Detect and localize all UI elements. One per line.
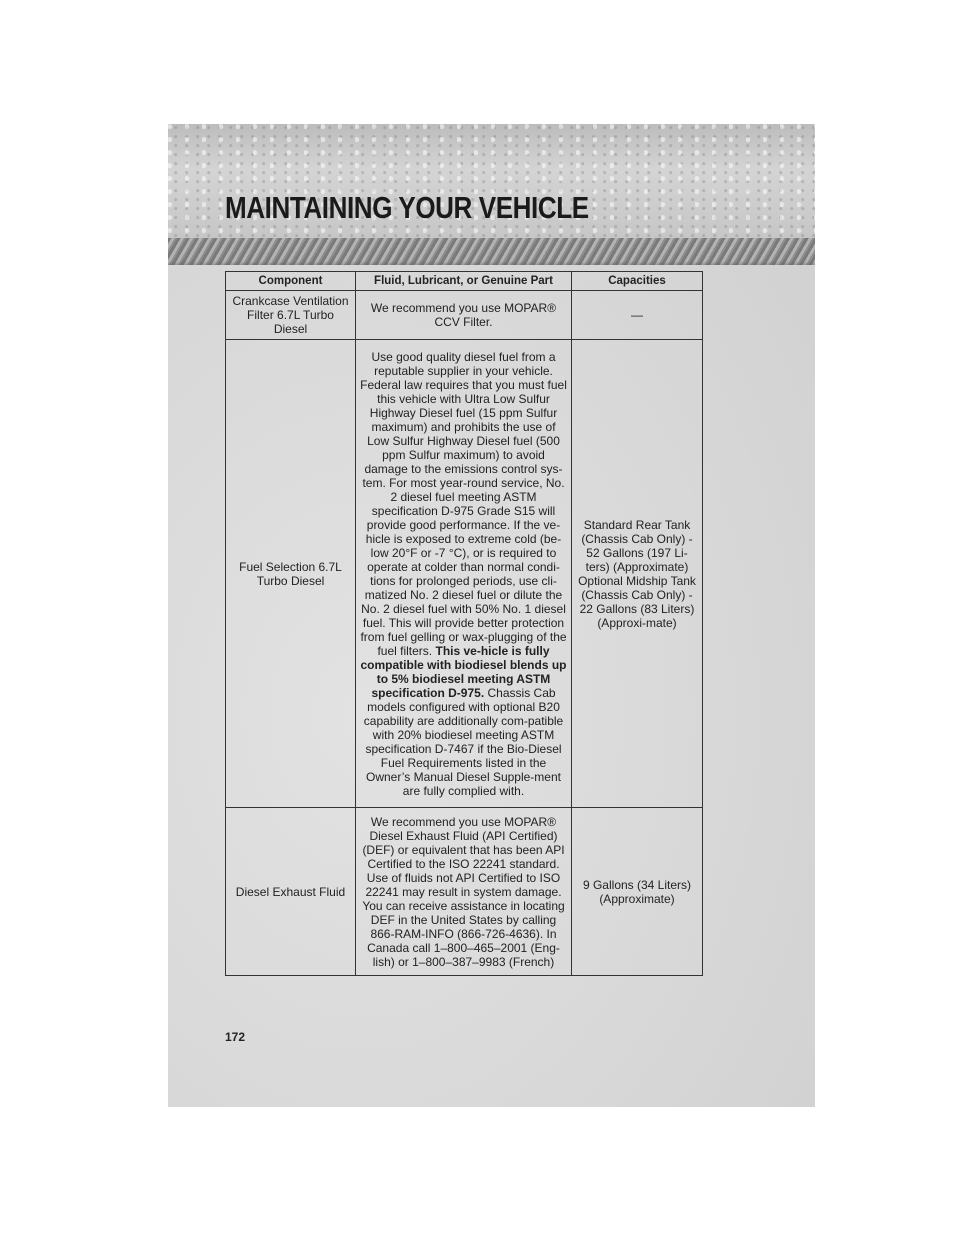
fluid-text-tail: Chassis Cab models configured with optional B20 capability are additionally com-patible with 20% biodiesel meeting ASTM specification D-7467 if the Bio-Diesel Fuel Requirements listed in the Owner’s Manual Diesel Supple-ment are fully complied with.: [363, 685, 564, 798]
table-row: [226, 808, 703, 976]
capacity-cell: —: [572, 291, 703, 340]
fluid-text: Use good quality diesel fuel from a reputable supplier in your vehicle. Federal law requires that you must fuel this vehicle with Ultra Low Sulfur Highway Diesel fuel (15 ppm Sulfur maximum) and prohibits the use of Low Sulfur Highway Diesel fuel (500 ppm Sulfur maximum) to avoid damage to the emissions control sys-tem. For most year-round service, No. 2 diesel fuel meeting ASTM specification D-975 Grade S15 will provide good performance. If the ve-hicle is exposed to extreme cold (be-low 20°F or -7 °C), or is required to operate at colder than normal condi-tions for prolonged periods, use cli-matized No. 2 diesel fuel or dilute the No. 2 diesel fuel with 50% No. 1 diesel fuel. This will provide better protection from fuel gelling or wax-plugging of the fuel filters.: [360, 349, 567, 658]
manual-page: [168, 124, 815, 1107]
table-row: [226, 340, 703, 808]
component-cell: Fuel Selection 6.7L Turbo Diesel: [226, 340, 356, 808]
capacity-cell: Standard Rear Tank (Chassis Cab Only) - 52 Gallons (197 Li-ters) (Approximate) Optional Midship Tank (Chassis Cab Only) - 22 Gallons (83 Liters) (Approxi-mate): [572, 340, 703, 808]
table-row: [226, 291, 703, 340]
fluid-text-bold: This ve-hicle is fully compatible with biodiesel blends up to 5% biodiesel meeting ASTM specification D-975.: [360, 643, 567, 700]
component-cell: Diesel Exhaust Fluid: [226, 808, 356, 976]
column-header-fluid: Fluid, Lubricant, or Genuine Part: [356, 272, 572, 291]
page-header: [168, 124, 815, 239]
fluid-cell: We recommend you use MOPAR® Diesel Exhaust Fluid (API Certified) (DEF) or equivalent that has been API Certified to the ISO 22241 standard. Use of fluids not API Certified to ISO 22241 may result in system damage. You can receive assistance in locating DEF in the United States by calling 866-RAM-INFO (866-726-4636). In Canada call 1–800–465–2001 (Eng-lish) or 1–800–387–9983 (French): [356, 808, 572, 976]
column-header-capacities: Capacities: [572, 272, 703, 291]
fluid-cell: [356, 340, 572, 808]
page-number: 172: [225, 1030, 246, 1044]
header-texture-band: [168, 238, 815, 265]
fluid-cell: We recommend you use MOPAR® CCV Filter.: [356, 291, 572, 340]
column-header-component: Component: [226, 272, 356, 291]
capacity-cell: 9 Gallons (34 Liters) (Approximate): [572, 808, 703, 976]
fluids-capacities-table: [225, 271, 703, 976]
page-title: MAINTAINING YOUR VEHICLE: [225, 190, 589, 225]
table-header-row: [226, 272, 703, 291]
component-cell: Crankcase Ventilation Filter 6.7L Turbo Diesel: [226, 291, 356, 340]
